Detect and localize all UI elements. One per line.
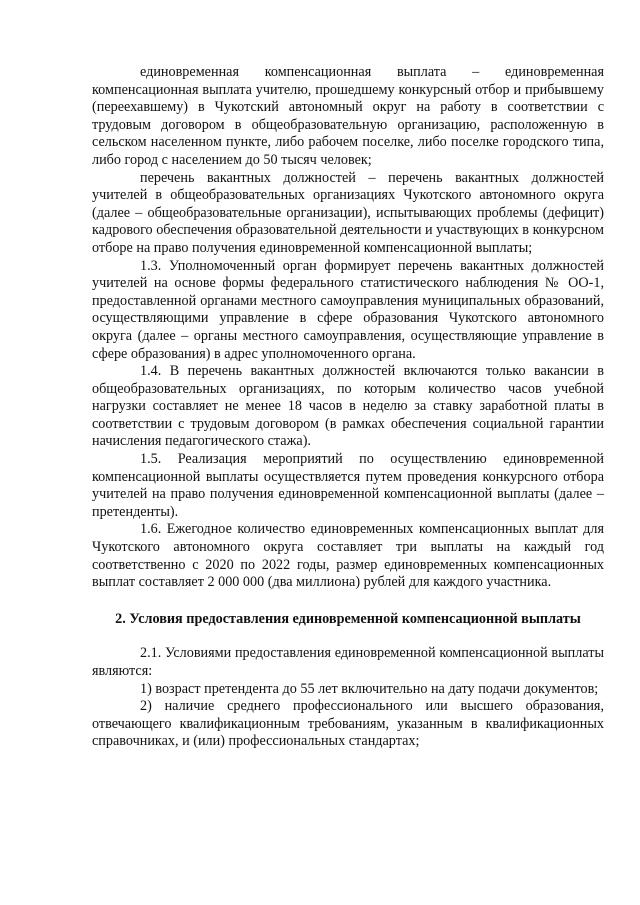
definition-paragraph-vacancy-list: перечень вакантных должностей – перечень вакантных должностей учителей в общеобразовательных организациях Чукотского автономного округа (далее – общеобразовательные организации), испытывающих проблемы (дефицит) кадрового обеспечения образовательной деятельности и участвующих в конкурсном отборе на право получения единовременной компенсационной выплаты;	[92, 169, 604, 256]
clause-1-3: 1.3. Уполномоченный орган формирует перечень вакантных должностей учителей на основе формы федерального статистического наблюдения № ОО-1, предоставленной органами местного самоуправления муниципальных образований, осуществляющими управление в сфере образования Чукотского автономного округа (далее – органы местного самоуправления, осуществляющие управление в сфере образования) в адрес уполномоченного органа.	[92, 257, 604, 362]
section-heading: 2. Условия предоставления единовременной компенсационной выплаты	[115, 610, 581, 627]
clause-1-5: 1.5. Реализация мероприятий по осуществлению единовременной компенсационной выплаты осуществляется путем проведения конкурсного отбора учителей на право получения единовременной компенсационной выплаты (далее – претенденты).	[92, 451, 604, 520]
section-spacer	[92, 592, 604, 611]
document-page	[92, 64, 604, 751]
clause-1-6: 1.6. Ежегодное количество единовременных компенсационных выплат для Чукотского автономного округа составляет три выплаты на каждый год соответственно с 2020 по 2022 годы, размер единовременных компенсационных выплат составляет 2 000 000 (два миллиона) рублей для каждого участника.	[92, 521, 604, 591]
definition-paragraph-compensation-payment: единовременная компенсационная выплата – единовременная компенсационная выплата учителю, прошедшему конкурсный отбор и прибывшему (переехавшему) в Чукотский автономный округ на работу в соответствии с трудовым договором в общеобразовательную организацию, расположенную в сельском населенном пункте, либо рабочем поселке, либо поселке городского типа, либо город с населением до 50 тысяч человек;	[92, 64, 604, 168]
condition-item-2: 2) наличие среднего профессионального или высшего образования, отвечающего квалификационным требованиям, указанным в квалификационных справочниках, и (или) профессиональных стандартах;	[92, 698, 604, 750]
clause-1-4: 1.4. В перечень вакантных должностей включаются только вакансии в общеобразовательных организациях, по которым количество часов учебной нагрузки составляет не менее 18 часов в неделю за ставку заработной платы в соответствии с трудовым договором (в рамках обеспечения социальной гарантии начисления педагогического стажа).	[92, 363, 604, 450]
condition-item-1: 1) возраст претендента до 55 лет включительно на дату подачи документов;	[140, 680, 599, 697]
heading-spacer	[92, 628, 604, 645]
clause-2-1: 2.1. Условиями предоставления единовременной компенсационной выплаты являются:	[92, 645, 604, 679]
